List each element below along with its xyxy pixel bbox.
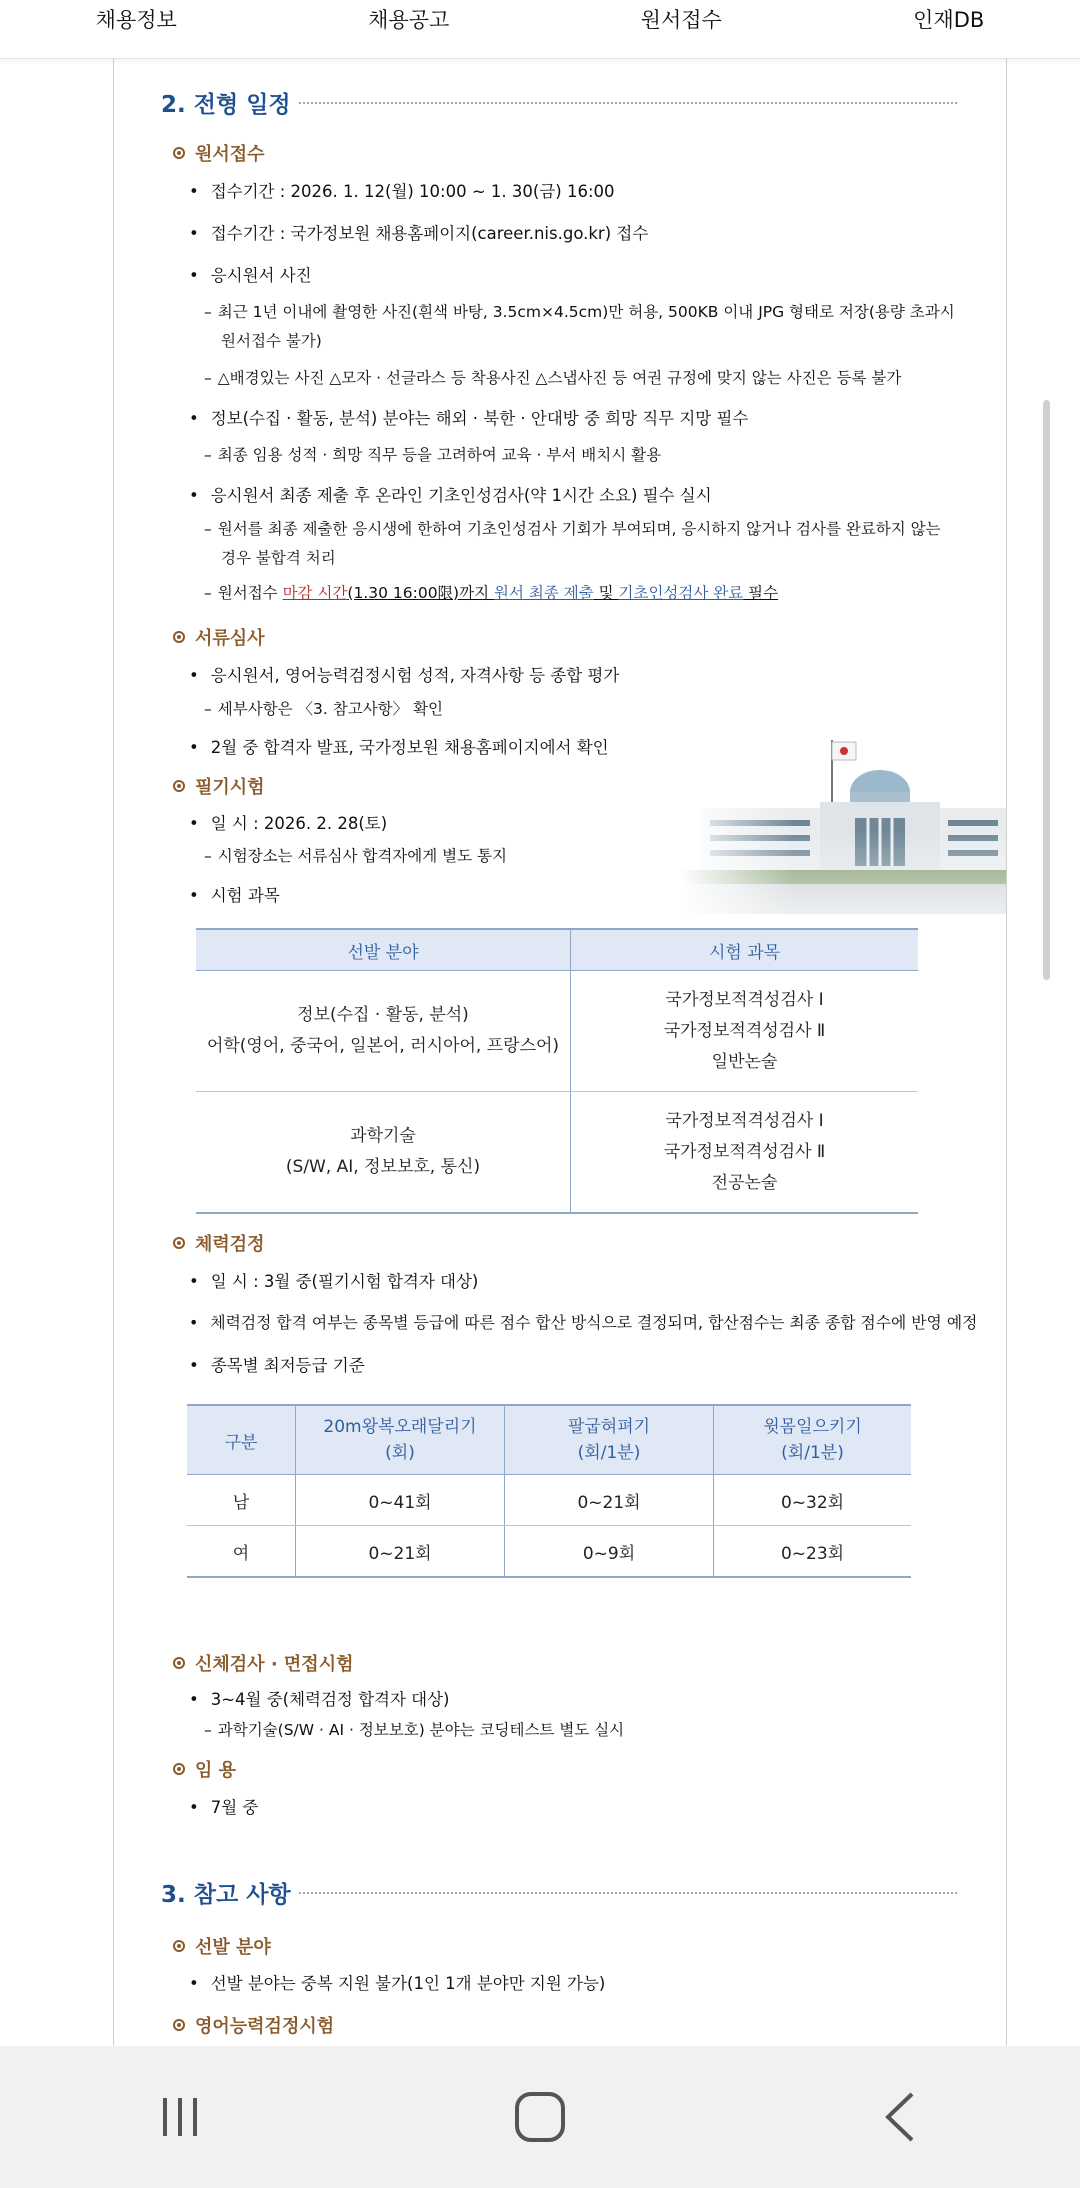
written-subjects-table	[196, 928, 918, 1214]
table-header	[505, 1405, 714, 1475]
subsection-medical-interview	[173, 1650, 353, 1676]
nav-application[interactable]: 원서접수	[640, 8, 722, 32]
fitness-scoring: • 체력검정 합격 여부는 종목별 등급에 따른 점수 합산 방식으로 결정되며, 합산점수는 최종 종합 점수에 반영 예정	[189, 1310, 977, 1333]
deadline-text-2: (1.30 16:00限)까지	[347, 584, 494, 602]
subject-line: 전공논술	[711, 1172, 778, 1193]
table-cell: 0~21회	[296, 1526, 505, 1578]
circle-bullet-icon	[173, 1237, 185, 1249]
subsection-written-title: 필기시험	[195, 777, 265, 798]
subsection-appointment	[173, 1756, 236, 1782]
section-3-title	[161, 1876, 957, 1909]
home-button[interactable]	[470, 2067, 610, 2167]
subsection-fitness	[173, 1230, 265, 1256]
table-cell: 0~9회	[505, 1526, 714, 1578]
circle-bullet-icon	[173, 780, 185, 792]
doc-announcement: • 2월 중 합격자 발표, 국가정보원 채용홈페이지에서 확인	[189, 734, 609, 758]
subject-line: 국가정보적격성검사 Ⅰ	[665, 1110, 824, 1131]
subsection-document-title: 서류심사	[195, 628, 265, 649]
subsection-apply	[173, 140, 265, 166]
deadline-text-1: 원서접수	[217, 584, 283, 602]
subject-line: 국가정보적격성검사 Ⅰ	[665, 989, 824, 1010]
written-date: • 일 시 : 2026. 2. 28(토)	[189, 810, 387, 834]
title-divider	[299, 1892, 957, 1894]
table-row	[187, 1526, 911, 1578]
test-complete-highlight: 기초인성검사 완료	[618, 584, 744, 602]
medical-date: • 3~4월 중(체력검정 합격자 대상)	[189, 1686, 450, 1710]
header-line: (회)	[385, 1443, 415, 1463]
subsection-medical-title: 신체검사 · 면접시험	[195, 1654, 354, 1675]
circle-bullet-icon	[173, 1657, 185, 1669]
subsection-apply-title: 원서접수	[195, 144, 265, 165]
table-header-row	[187, 1405, 911, 1475]
circle-bullet-icon	[173, 147, 185, 159]
deadline-note	[204, 581, 778, 603]
table-row	[196, 971, 918, 1092]
fitness-date: • 일 시 : 3월 중(필기시험 합격자 대상)	[189, 1268, 478, 1292]
field-line: 어학(영어, 중국어, 일본어, 러시아어, 프랑스어)	[206, 1036, 560, 1056]
photo-rule-1: – 최근 1년 이내에 촬영한 사진(흰색 바탕, 3.5cm×4.5cm)만 허용, 500KB 이내 JPG 형태로 저장(용량 초과시	[204, 300, 955, 322]
written-date-note: – 시험장소는 서류심사 합격자에게 별도 통지	[204, 844, 507, 866]
fitness-min-grade: • 종목별 최저등급 기준	[189, 1352, 365, 1376]
table-header: 구분	[187, 1405, 296, 1475]
table-cell	[571, 971, 919, 1092]
recent-apps-icon	[155, 2092, 205, 2142]
photo-rule-2: – △배경있는 사진 △모자 · 선글라스 등 착용사진 △스냅사진 등 여권 규정에 맞지 않는 사진은 등록 불가	[204, 366, 901, 388]
subsection-english-title: 영어능력검정시험	[195, 2016, 335, 2037]
circle-bullet-icon	[173, 631, 185, 643]
table-row	[187, 1475, 911, 1526]
table-cell	[571, 1092, 919, 1214]
nis-building-image	[680, 680, 1006, 960]
nav-job-postings[interactable]: 채용공고	[368, 8, 450, 32]
doc-evaluation: • 응시원서, 영어능력검정시험 성적, 자격사항 등 종합 평가	[189, 662, 619, 686]
field-no-duplicate: • 선발 분야는 중복 지원 불가(1인 1개 분야만 지원 가능)	[189, 1970, 605, 1994]
section-2-title-text: 2. 전형 일정	[161, 92, 291, 118]
table-row	[196, 1092, 918, 1214]
section-2-title	[161, 86, 957, 119]
field-line: (S/W, AI, 정보보호, 통신)	[285, 1157, 481, 1177]
header-line: 20m왕복오래달리기	[323, 1417, 477, 1437]
subsection-field	[173, 1933, 271, 1959]
subsection-english	[173, 2012, 334, 2038]
header-line: (회/1분)	[577, 1443, 641, 1463]
circle-bullet-icon	[173, 1940, 185, 1952]
table-header-row	[196, 929, 918, 971]
apply-period: • 접수기간 : 2026. 1. 12(월) 10:00 ~ 1. 30(금) 16:00	[189, 178, 615, 202]
apply-photo: • 응시원서 사진	[189, 262, 312, 286]
subject-line: 국가정보적격성검사 Ⅱ	[663, 1141, 826, 1162]
back-icon	[880, 2090, 920, 2144]
apply-info-field: • 정보(수집 · 활동, 분석) 분야는 해외 · 북한 · 안대방 중 희망 직무 지망 필수	[189, 405, 748, 429]
photo-rule-1-cont: 원서접수 불가)	[221, 332, 322, 350]
header-line: (회/1분)	[781, 1443, 844, 1463]
table-header: 선발 분야	[196, 929, 571, 971]
doc-evaluation-note: – 세부사항은 〈3. 참고사항〉 확인	[204, 697, 443, 719]
info-field-note: – 최종 임용 성적 · 희망 직무 등을 고려하여 교육 · 부서 배치시 활용	[204, 443, 661, 465]
subsection-appointment-title: 임 용	[195, 1760, 237, 1781]
title-divider	[299, 102, 957, 104]
section-3-title-text: 3. 참고 사항	[161, 1882, 291, 1908]
table-header	[296, 1405, 505, 1475]
written-subjects: • 시험 과목	[189, 882, 280, 906]
appointment-date: • 7월 중	[189, 1794, 258, 1818]
table-cell: 0~23회	[714, 1526, 912, 1578]
deadline-time-highlight: 마감 시간	[282, 584, 348, 602]
table-cell	[196, 1092, 571, 1214]
table-cell: 0~32회	[714, 1475, 912, 1526]
home-icon	[513, 2090, 567, 2144]
circle-bullet-icon	[173, 2019, 185, 2031]
scrollbar[interactable]	[1043, 400, 1050, 980]
test-note-1: – 원서를 최종 제출한 응시생에 한하여 기초인성검사 기회가 부여되며, 응시하지 않거나 검사를 완료하지 않는	[204, 517, 941, 539]
final-submit-highlight: 원서 최종 제출	[493, 584, 594, 602]
field-line: 정보(수집 · 활동, 분석)	[297, 1005, 469, 1025]
deadline-text-3: 및	[593, 584, 619, 602]
coding-test-note: – 과학기술(S/W · AI · 정보보호) 분야는 코딩테스트 별도 실시	[204, 1718, 624, 1740]
field-line: 과학기술	[350, 1126, 416, 1146]
circle-bullet-icon	[173, 1763, 185, 1775]
table-cell: 0~21회	[505, 1475, 714, 1526]
test-note-1-cont: 경우 불합격 처리	[221, 549, 336, 567]
content-frame	[113, 58, 1007, 2046]
apply-personality-test: • 응시원서 최종 제출 후 온라인 기초인성검사(약 1시간 소요) 필수 실시	[189, 482, 712, 506]
table-header: 시험 과목	[571, 929, 919, 971]
table-cell: 남	[187, 1475, 296, 1526]
android-nav-bar	[0, 2046, 1080, 2188]
subsection-document	[173, 624, 265, 650]
subject-line: 국가정보적격성검사 Ⅱ	[663, 1020, 826, 1041]
top-nav	[0, 0, 1080, 59]
nav-talent-db[interactable]: 인재DB	[913, 8, 985, 32]
subsection-fitness-title: 체력검정	[195, 1234, 265, 1255]
fitness-table	[187, 1404, 911, 1578]
deadline-text-4: 필수	[743, 584, 779, 602]
subsection-written	[173, 773, 265, 799]
apply-place: • 접수기간 : 국가정보원 채용홈페이지(career.nis.go.kr) 접수	[189, 220, 648, 244]
table-cell: 0~41회	[296, 1475, 505, 1526]
subject-line: 일반논술	[711, 1051, 778, 1072]
table-cell	[196, 971, 571, 1092]
recent-apps-button[interactable]	[110, 2067, 250, 2167]
back-button[interactable]	[830, 2067, 970, 2167]
subsection-field-title: 선발 분야	[195, 1937, 271, 1958]
nav-recruit-info[interactable]: 채용정보	[95, 8, 177, 32]
table-header	[714, 1405, 912, 1475]
header-line: 팔굽혀펴기	[567, 1417, 651, 1437]
header-line: 윗몸일으키기	[763, 1417, 862, 1437]
table-cell: 여	[187, 1526, 296, 1578]
